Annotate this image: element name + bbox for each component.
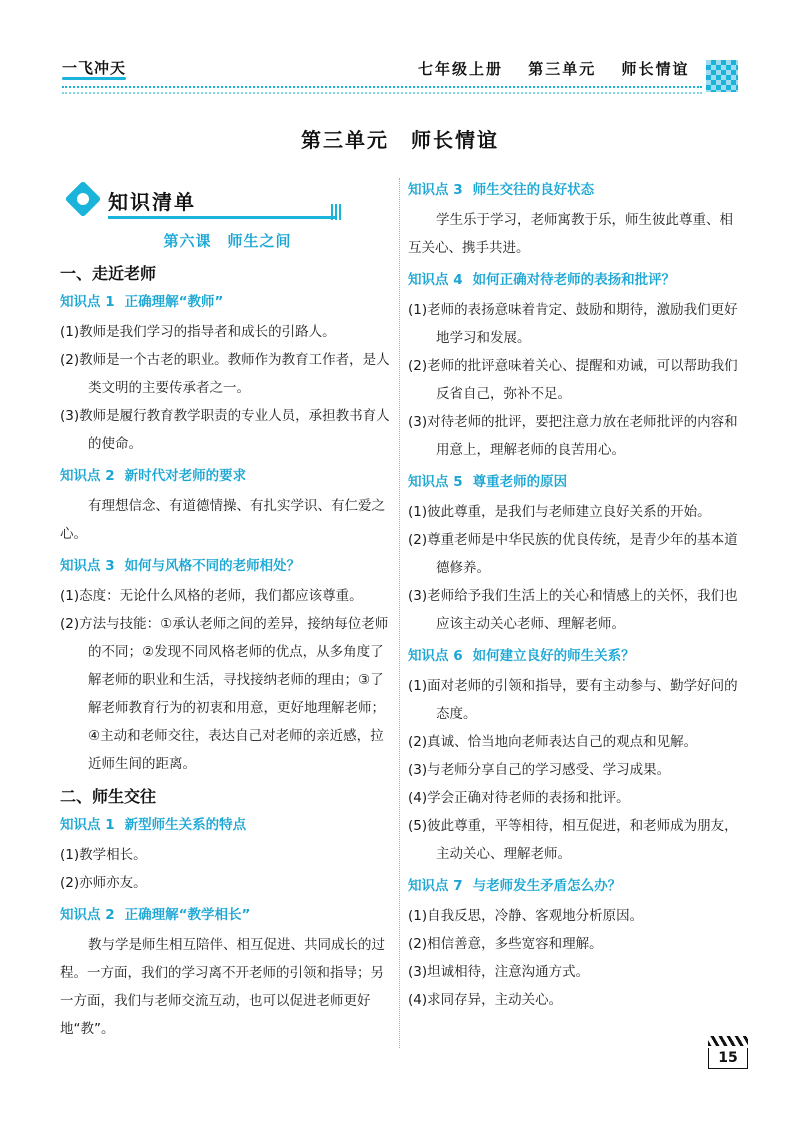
page-number-badge <box>708 1036 748 1070</box>
section-heading: 一、走近老师 <box>60 264 157 283</box>
banner-underline <box>108 216 335 219</box>
section-heading: 二、师生交往 <box>60 787 157 806</box>
header-rule-secondary <box>62 92 702 94</box>
kp-number: 知识点 4 <box>408 272 463 288</box>
page-stripes-icon <box>708 1036 748 1046</box>
knowledge-point-heading <box>408 472 743 492</box>
unit-title: 第三单元 师长情谊 <box>301 128 499 152</box>
header-title <box>418 58 708 79</box>
list-item: (2)真诚、恰当地向老师表达自己的观点和见解。 <box>408 734 698 750</box>
list-item: (2)亦师亦友。 <box>60 875 147 891</box>
kp-title: 如何与风格不同的老师相处？ <box>124 558 301 574</box>
kp-number: 知识点 1 <box>60 817 115 833</box>
list-item: (1)彼此尊重，是我们与老师建立良好关系的开始。 <box>408 504 711 520</box>
banner-title: 知识清单 <box>108 190 196 214</box>
kp-number: 知识点 7 <box>408 878 463 894</box>
knowledge-point-heading <box>60 556 395 576</box>
paragraph: 教与学是师生相互陪伴、相互促进、共同成长的过程。一方面，我们的学习离不开老师的引领和指导；另一方面，我们与老师交流互动，也可以促进老师更好地“教”。 <box>60 937 385 1037</box>
list-item: (5)彼此尊重，平等相待，相互促进，和老师成为朋友，主动关心、理解老师。 <box>408 818 738 862</box>
kp-title: 与老师发生矛盾怎么办？ <box>472 878 622 894</box>
header-unit: 第三单元 <box>528 60 597 78</box>
series-logo <box>62 57 126 78</box>
kp-title: 正确理解“教师” <box>124 294 224 310</box>
list-item: (3)对待老师的批评，要把注意力放在老师批评的内容和用意上，理解老师的良苦用心。 <box>408 414 738 458</box>
kp-number: 知识点 1 <box>60 294 115 310</box>
kp-title: 师生交往的良好状态 <box>472 182 595 198</box>
list-item: (1)老师的表扬意味着肯定、鼓励和期待，激励我们更好地学习和发展。 <box>408 302 738 346</box>
kp-title: 尊重老师的原因 <box>472 474 568 490</box>
list-item: (4)学会正确对待老师的表扬和批评。 <box>408 790 630 806</box>
lesson-title: 第六课 师生之间 <box>163 232 292 250</box>
list-item: (2)教师是一个古老的职业。教师作为教育工作者，是人类文明的主要传承者之一。 <box>60 352 390 396</box>
knowledge-point-heading <box>60 466 395 486</box>
banner-bars-icon <box>331 204 343 220</box>
series-logo-text: 一飞冲天 <box>62 59 127 77</box>
paragraph: 学生乐于学习，老师寓教于乐，师生彼此尊重、相互关心、携手共进。 <box>408 212 733 256</box>
list-item: (4)求同存异，主动关心。 <box>408 992 563 1008</box>
kp-title: 新时代对老师的要求 <box>124 468 247 484</box>
page-header <box>0 0 800 100</box>
list-item: (1)自我反思，冷静、客观地分析原因。 <box>408 908 644 924</box>
list-item: (3)坦诚相待，注意沟通方式。 <box>408 964 590 980</box>
list-item: (2)尊重老师是中华民族的优良传统，是青少年的基本道德修养。 <box>408 532 738 576</box>
kp-number: 知识点 5 <box>408 474 463 490</box>
kp-title: 如何正确对待老师的表扬和批评？ <box>472 272 676 288</box>
header-unit-name: 师长情谊 <box>621 60 690 78</box>
kp-number: 知识点 3 <box>408 182 463 198</box>
list-item: (2)相信善意，多些宽容和理解。 <box>408 936 603 952</box>
header-rule <box>62 86 702 88</box>
list-item: (3)与老师分享自己的学习感受、学习成果。 <box>408 762 671 778</box>
header-grade: 七年级上册 <box>418 60 504 78</box>
kp-number: 知识点 2 <box>60 907 115 923</box>
banner-star-icon <box>65 181 102 218</box>
kp-number: 知识点 2 <box>60 468 115 484</box>
kp-number: 知识点 3 <box>60 558 115 574</box>
knowledge-point-heading <box>408 646 743 666</box>
kp-title: 正确理解“教学相长” <box>124 907 251 923</box>
kp-title: 如何建立良好的师生关系？ <box>472 648 635 664</box>
list-item: (1)教师是我们学习的指导者和成长的引路人。 <box>60 324 336 340</box>
kp-number: 知识点 6 <box>408 648 463 664</box>
kp-title: 新型师生关系的特点 <box>124 817 247 833</box>
knowledge-point-heading <box>60 815 395 835</box>
right-column <box>408 178 743 1014</box>
list-item: (3)教师是履行教育教学职责的专业人员，承担教书育人的使命。 <box>60 408 390 452</box>
list-item: (2)老师的批评意味着关心、提醒和劝诫，可以帮助我们反省自己，弥补不足。 <box>408 358 738 402</box>
knowledge-point-heading <box>60 292 395 312</box>
knowledge-point-heading <box>408 180 743 200</box>
section-banner <box>60 178 395 222</box>
logo-underline <box>62 77 126 80</box>
page-number: 15 <box>708 1048 748 1069</box>
checker-decoration-icon <box>706 60 738 92</box>
column-divider <box>399 178 400 1048</box>
list-item: (1)教学相长。 <box>60 847 147 863</box>
paragraph: 有理想信念、有道德情操、有扎实学识、有仁爱之心。 <box>60 498 385 542</box>
knowledge-point-heading <box>408 270 743 290</box>
list-item: (3)老师给予我们生活上的关心和情感上的关怀，我们也应该主动关心老师、理解老师。 <box>408 588 738 632</box>
left-column <box>60 178 395 1043</box>
list-item: (1)面对老师的引领和指导，要有主动参与、勤学好问的态度。 <box>408 678 738 722</box>
list-item: (2)方法与技能：①承认老师之间的差异，接纳每位老师的不同；②发现不同风格老师的优点，从多角度了解老师的职业和生活，寻找接纳老师的理由；③了解老师教育行为的初衷和用意，更好地理解老师；④主动和老师交往，表达自己对老师的亲近感，拉近师生间的距离。 <box>60 616 389 772</box>
knowledge-point-heading <box>60 905 395 925</box>
list-item: (1)态度：无论什么风格的老师，我们都应该尊重。 <box>60 588 363 604</box>
knowledge-point-heading <box>408 876 743 896</box>
